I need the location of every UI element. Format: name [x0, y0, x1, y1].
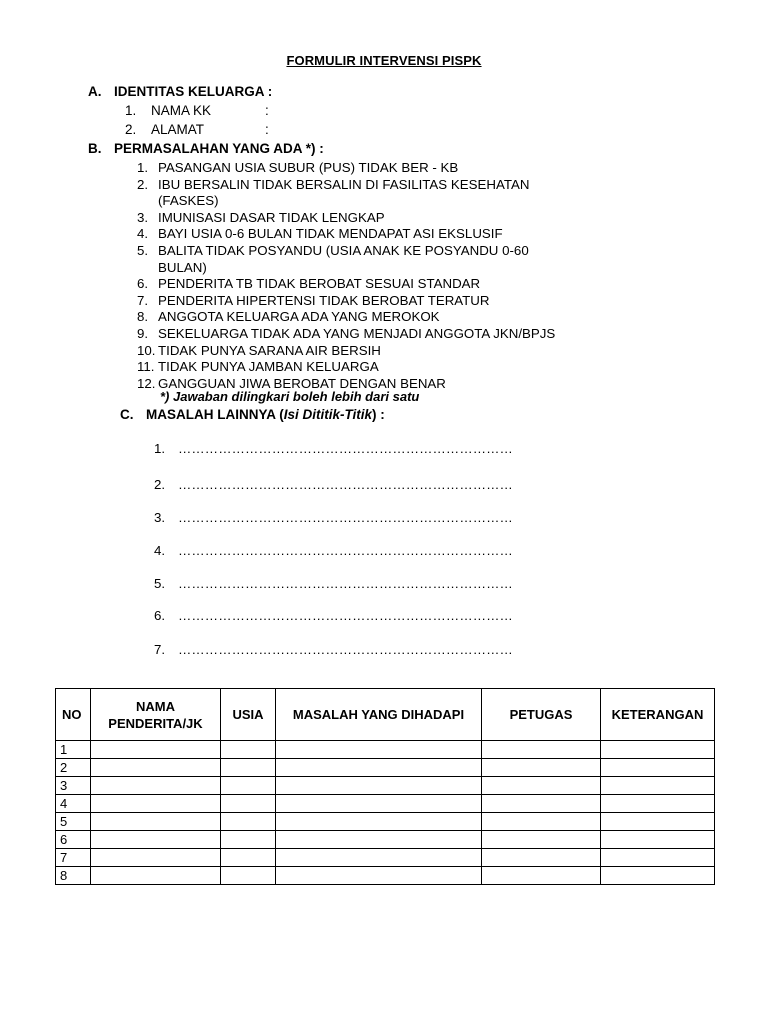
problem-item[interactable]: [137, 326, 577, 343]
problem-list: [137, 160, 577, 392]
other-problem-line[interactable]: [154, 543, 513, 558]
table-row: [56, 813, 715, 831]
problem-number: 1.: [137, 160, 149, 175]
problem-number: 12.: [137, 375, 156, 391]
section-b-heading: [88, 141, 324, 156]
other-problem-line[interactable]: [154, 510, 513, 525]
cell-usia[interactable]: [221, 813, 276, 831]
identity-field-colon: :: [265, 103, 269, 118]
cell-masalah[interactable]: [276, 831, 482, 849]
cell-keterangan[interactable]: [601, 795, 715, 813]
problem-item[interactable]: [137, 243, 577, 276]
problem-text: IBU BERSALIN TIDAK BERSALIN DI FASILITAS KESEHATAN (FASKES): [158, 176, 530, 209]
cell-no: 2: [56, 759, 91, 777]
header-masalah: MASALAH YANG DIHADAPI: [276, 689, 482, 741]
cell-usia[interactable]: [221, 777, 276, 795]
identity-field-alamat[interactable]: [125, 122, 269, 137]
cell-masalah[interactable]: [276, 813, 482, 831]
identity-field-colon: :: [265, 122, 269, 137]
header-usia: USIA: [221, 689, 276, 741]
problem-number: 9.: [137, 325, 149, 341]
problem-item[interactable]: [137, 359, 577, 376]
table-row: [56, 759, 715, 777]
section-c-label-post: ) :: [372, 407, 385, 422]
other-problem-number: 4.: [154, 543, 166, 558]
table-row: [56, 741, 715, 759]
identity-field-nama-kk[interactable]: [125, 103, 269, 118]
cell-nama-penderita[interactable]: [91, 813, 221, 831]
section-c-label-pre: MASALAH LAINNYA (: [146, 407, 284, 422]
other-problem-dots: …………………………………………………………………: [178, 477, 513, 492]
problem-text: TIDAK PUNYA SARANA AIR BERSIH: [158, 342, 381, 358]
other-problem-dots: …………………………………………………………………: [178, 510, 513, 525]
identity-field-label: ALAMAT: [151, 122, 205, 137]
cell-nama-penderita[interactable]: [91, 867, 221, 885]
problem-item[interactable]: [137, 343, 577, 360]
cell-petugas[interactable]: [482, 777, 601, 795]
problem-number: 10.: [137, 342, 156, 358]
cell-usia[interactable]: [221, 867, 276, 885]
section-a-label: IDENTITAS KELUARGA :: [114, 84, 273, 99]
problem-item[interactable]: [137, 226, 577, 243]
problem-item[interactable]: [137, 177, 577, 210]
cell-keterangan[interactable]: [601, 849, 715, 867]
cell-masalah[interactable]: [276, 849, 482, 867]
problem-text: BALITA TIDAK POSYANDU (USIA ANAK KE POSYANDU 0-60 BULAN): [158, 242, 529, 275]
cell-masalah[interactable]: [276, 867, 482, 885]
cell-usia[interactable]: [221, 759, 276, 777]
problem-text: GANGGUAN JIWA BEROBAT DENGAN BENAR: [158, 375, 446, 391]
section-c-label-italic: Isi Dititik-Titik: [283, 407, 373, 422]
problem-number: 7.: [137, 292, 149, 308]
cell-nama-penderita[interactable]: [91, 795, 221, 813]
other-problem-number: 3.: [154, 510, 166, 525]
other-problem-line[interactable]: [154, 576, 513, 591]
cell-no: 8: [56, 867, 91, 885]
cell-masalah[interactable]: [276, 777, 482, 795]
header-nama-penderita: NAMA PENDERITA/JK: [91, 689, 221, 741]
other-problem-number: 6.: [154, 608, 166, 623]
cell-petugas[interactable]: [482, 741, 601, 759]
section-b-letter: B.: [88, 141, 102, 156]
problem-item[interactable]: [137, 293, 577, 310]
other-problem-number: 5.: [154, 576, 166, 591]
cell-keterangan[interactable]: [601, 777, 715, 795]
other-problem-dots: …………………………………………………………………: [178, 576, 513, 591]
section-c-heading: [120, 407, 385, 422]
cell-no: 7: [56, 849, 91, 867]
other-problem-number: 1.: [154, 441, 166, 456]
table-row: [56, 777, 715, 795]
cell-no: 3: [56, 777, 91, 795]
table-row: [56, 831, 715, 849]
other-problem-dots: …………………………………………………………………: [178, 608, 513, 623]
other-problem-line[interactable]: [154, 441, 513, 456]
cell-nama-penderita[interactable]: [91, 741, 221, 759]
page-title: FORMULIR INTERVENSI PISPK: [286, 53, 482, 68]
problem-item[interactable]: [137, 276, 577, 293]
other-problem-line[interactable]: [154, 608, 513, 623]
other-problem-dots: …………………………………………………………………: [178, 441, 513, 456]
cell-petugas[interactable]: [482, 867, 601, 885]
cell-no: 5: [56, 813, 91, 831]
patient-table: [55, 688, 715, 885]
cell-masalah[interactable]: [276, 795, 482, 813]
other-problem-number: 7.: [154, 642, 166, 657]
cell-petugas[interactable]: [482, 813, 601, 831]
cell-usia[interactable]: [221, 831, 276, 849]
cell-petugas[interactable]: [482, 795, 601, 813]
problem-number: 3.: [137, 209, 149, 225]
cell-nama-penderita[interactable]: [91, 831, 221, 849]
header-no: NO: [56, 689, 91, 741]
other-problem-dots: …………………………………………………………………: [178, 642, 513, 657]
cell-keterangan[interactable]: [601, 831, 715, 849]
header-petugas: PETUGAS: [482, 689, 601, 741]
problem-number: 5.: [137, 242, 149, 258]
cell-petugas[interactable]: [482, 759, 601, 777]
other-problem-dots: …………………………………………………………………: [178, 543, 513, 558]
section-b-label: PERMASALAHAN YANG ADA *) :: [114, 141, 324, 156]
table-row: [56, 849, 715, 867]
cell-keterangan[interactable]: [601, 741, 715, 759]
cell-nama-penderita[interactable]: [91, 777, 221, 795]
identity-field-number: 1.: [125, 103, 137, 118]
section-c-letter: C.: [120, 407, 134, 422]
cell-nama-penderita[interactable]: [91, 849, 221, 867]
problem-text: ANGGOTA KELUARGA ADA YANG MEROKOK: [158, 309, 440, 325]
table-row: [56, 795, 715, 813]
footnote: *) Jawaban dilingkari boleh lebih dari satu: [160, 389, 420, 404]
problem-text: PENDERITA HIPERTENSI TIDAK BEROBAT TERATUR: [158, 292, 490, 308]
cell-keterangan[interactable]: [601, 867, 715, 885]
table-body: [56, 741, 715, 885]
identity-field-label: NAMA KK: [151, 103, 212, 118]
cell-petugas[interactable]: [482, 831, 601, 849]
cell-usia[interactable]: [221, 849, 276, 867]
cell-no: 4: [56, 795, 91, 813]
problem-text: PENDERITA TB TIDAK BEROBAT SESUAI STANDAR: [158, 276, 481, 292]
cell-usia[interactable]: [221, 741, 276, 759]
cell-masalah[interactable]: [276, 759, 482, 777]
table-row: [56, 867, 715, 885]
other-problem-number: 2.: [154, 477, 166, 492]
problem-number: 2.: [137, 176, 149, 192]
problem-number: 6.: [137, 276, 149, 292]
problem-item[interactable]: [137, 210, 577, 227]
section-a-letter: A.: [88, 84, 102, 99]
cell-masalah[interactable]: [276, 741, 482, 759]
problem-text: IMUNISASI DASAR TIDAK LENGKAP: [158, 209, 385, 225]
problem-number: 4.: [137, 226, 149, 242]
problem-text: TIDAK PUNYA JAMBAN KELUARGA: [158, 359, 379, 375]
cell-nama-penderita[interactable]: [91, 759, 221, 777]
problem-item[interactable]: [137, 309, 577, 326]
problem-text: BAYI USIA 0-6 BULAN TIDAK MENDAPAT ASI EKSLUSIF: [158, 226, 503, 242]
table-header-row: [56, 689, 715, 741]
cell-no: 6: [56, 831, 91, 849]
identity-field-number: 2.: [125, 122, 137, 137]
cell-keterangan[interactable]: [601, 813, 715, 831]
header-keterangan: KETERANGAN: [601, 689, 715, 741]
other-problem-line[interactable]: [154, 477, 513, 492]
cell-keterangan[interactable]: [601, 759, 715, 777]
problem-text: PASANGAN USIA SUBUR (PUS) TIDAK BER - KB: [158, 160, 459, 175]
cell-no: 1: [56, 741, 91, 759]
problem-text: SEKELUARGA TIDAK ADA YANG MENJADI ANGGOTA JKN/BPJS: [158, 325, 556, 341]
problem-number: 8.: [137, 309, 149, 325]
cell-usia[interactable]: [221, 795, 276, 813]
problem-number: 11.: [137, 359, 155, 375]
problem-item[interactable]: [137, 160, 577, 177]
cell-petugas[interactable]: [482, 849, 601, 867]
other-problem-line[interactable]: [154, 642, 513, 657]
section-a-heading: [88, 84, 272, 99]
